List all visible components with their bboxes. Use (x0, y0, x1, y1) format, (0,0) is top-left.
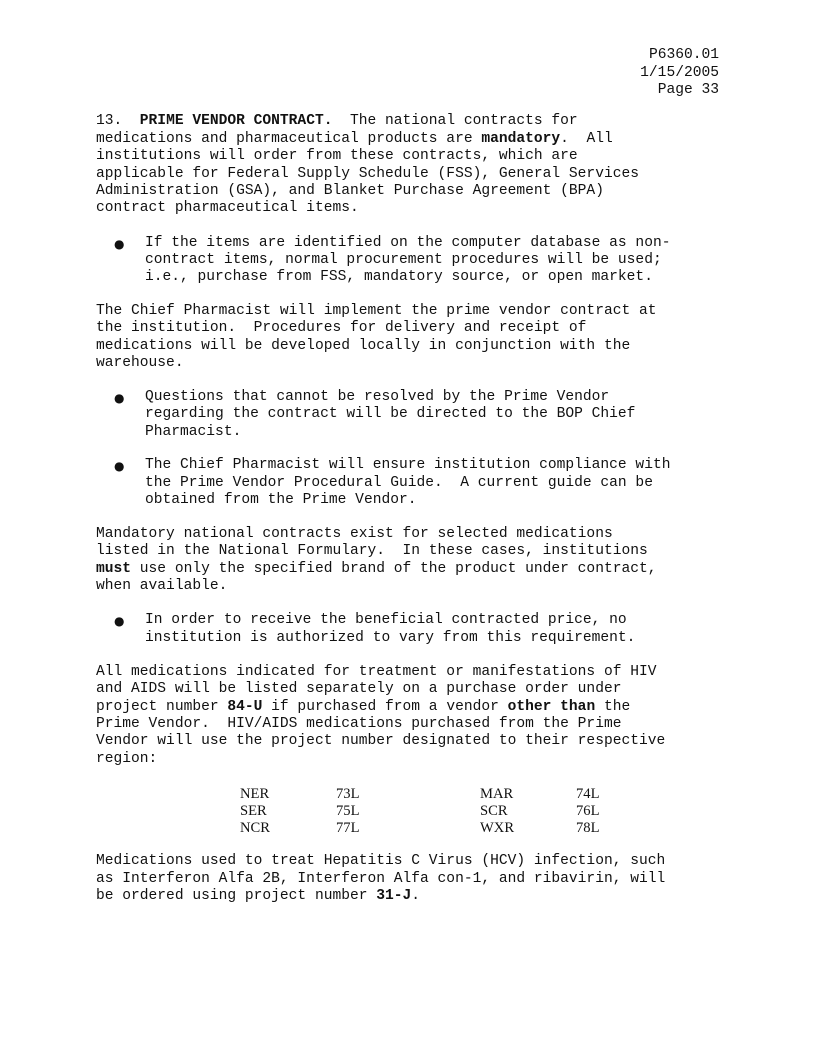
para3-line-2: listed in the National Formulary. In these cases, institutions (96, 543, 648, 559)
para5-line-1: Medications used to treat Hepatitis C Virus (HCV) infection, such (96, 853, 666, 869)
section-title: PRIME VENDOR CONTRACT. (139, 113, 333, 129)
section-line-2: medications and pharmaceutical products are mandatory. All (96, 131, 613, 147)
region-cell: NER (240, 786, 270, 802)
project-cell: 76L (576, 803, 600, 819)
bullet2-line-1: Questions that cannot be resolved by the Prime Vendor (145, 389, 610, 405)
para4-line-6: region: (96, 751, 158, 767)
para2-line-4: warehouse. (96, 355, 184, 371)
para2-line-3: medications will be developed locally in conjunction with the (96, 338, 631, 354)
project-cell: 77L (336, 820, 360, 836)
section-number: 13. (96, 113, 123, 129)
bullet1-line-2: contract items, normal procurement procedures will be used; (145, 252, 662, 268)
para3-line-1: Mandatory national contracts exist for selected medications (96, 526, 613, 542)
bullet2-line-2: regarding the contract will be directed to the BOP Chief (145, 406, 636, 422)
para4-line-5: Vendor will use the project number designated to their respective (96, 733, 666, 749)
doc-number: P6360.01 (648, 47, 719, 63)
region-cell: MAR (480, 786, 514, 802)
bullet2-line-3: Pharmacist. (145, 424, 242, 440)
page-number: Page 33 (657, 82, 719, 98)
section-line-1: 13. PRIME VENDOR CONTRACT. The national contracts for (96, 113, 578, 129)
para5-line-2: as Interferon Alfa 2B, Interferon Alfa con-1, and ribavirin, will (96, 871, 666, 887)
section-line-6: contract pharmaceutical items. (96, 200, 359, 216)
bullet-icon: ● (114, 614, 125, 628)
section-line-5: Administration (GSA), and Blanket Purchase Agreement (BPA) (96, 183, 604, 199)
para5-line-3: be ordered using project number 31-J. (96, 888, 421, 904)
project-cell: 73L (336, 786, 360, 802)
para4-line-1: All medications indicated for treatment or manifestations of HIV (96, 664, 657, 680)
section-line-4: applicable for Federal Supply Schedule (FSS), General Services (96, 166, 639, 182)
para2-line-2: the institution. Procedures for delivery and receipt of (96, 320, 587, 336)
region-cell: NCR (240, 820, 271, 836)
para2-line-1: The Chief Pharmacist will implement the prime vendor contract at (96, 303, 657, 319)
project-cell: 75L (336, 803, 360, 819)
bullet4-line-1: In order to receive the beneficial contracted price, no (145, 612, 627, 628)
para3-line-3: must use only the specified brand of the product under contract, (96, 561, 657, 577)
project-cell: 78L (576, 820, 600, 836)
bullet3-line-2: the Prime Vendor Procedural Guide. A current guide can be (145, 475, 653, 491)
para4-line-2: and AIDS will be listed separately on a purchase order under (96, 681, 622, 697)
doc-date: 1/15/2005 (640, 65, 719, 81)
project-cell: 74L (576, 786, 600, 802)
section-line-3: institutions will order from these contracts, which are (96, 148, 578, 164)
bullet-icon: ● (114, 391, 125, 405)
para4-line-3: project number 84-U if purchased from a vendor other than the (96, 699, 631, 715)
para4-line-4: Prime Vendor. HIV/AIDS medications purchased from the Prime (96, 716, 622, 732)
region-cell: WXR (480, 820, 515, 836)
bullet-icon: ● (114, 237, 125, 251)
bullet3-line-1: The Chief Pharmacist will ensure institution compliance with (145, 457, 671, 473)
bullet3-line-3: obtained from the Prime Vendor. (145, 492, 417, 508)
region-cell: SCR (480, 803, 508, 819)
bullet1-line-1: If the items are identified on the computer database as non- (145, 235, 671, 251)
bullet-icon: ● (114, 459, 125, 473)
region-cell: SER (240, 803, 267, 819)
bullet1-line-3: i.e., purchase from FSS, mandatory source, or open market. (145, 269, 653, 285)
para3-line-4: when available. (96, 578, 228, 594)
bullet4-line-2: institution is authorized to vary from this requirement. (145, 630, 636, 646)
